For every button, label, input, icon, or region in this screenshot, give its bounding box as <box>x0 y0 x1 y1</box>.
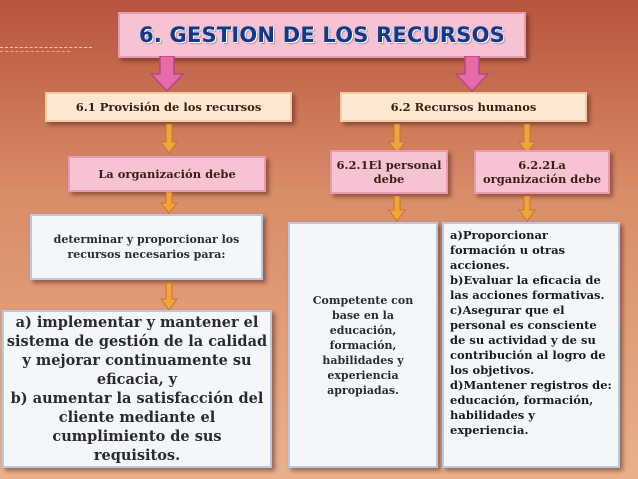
down-arrow-icon <box>160 192 178 214</box>
organization-box-2: 6.2.2La organización debe <box>474 150 610 194</box>
down-arrow-icon <box>518 196 536 222</box>
page-title: 6. GESTION DE LOS RECURSOS <box>139 23 505 47</box>
personal-box: 6.2.1El personal debe <box>330 150 448 194</box>
human-resources-header: 6.2 Recursos humanos <box>340 92 587 122</box>
decorative-dashed-line <box>0 51 70 52</box>
goals-box: a) implementar y mantener el sistema de gestión de la calidad y mejorar continuamente su eficacia, y b) aumentar la satisfacción del cliente mediante el cumplimiento de sus requisitos. <box>2 310 272 468</box>
down-arrow-icon <box>150 56 184 92</box>
down-arrow-icon <box>455 56 489 92</box>
determine-box: determinar y proporcionar los recursos necesarios para: <box>30 214 263 280</box>
competence-box: Competente con base en la educación, formación, habilidades y experiencia apropiadas. <box>288 222 438 468</box>
down-arrow-icon <box>160 283 178 311</box>
provision-header: 6.1 Provisión de los recursos <box>45 92 292 122</box>
decorative-dashed-line <box>0 47 92 48</box>
organization-box: La organización debe <box>68 156 266 192</box>
duties-box: a)Proporcionar formación u otras acciones. b)Evaluar la eficacia de las acciones formativas. c)Asegurar que el personal es consciente de su actividad y de su contribución al logro de los objetivos. d)Mantener registros de: educación, formación, habilidades y experiencia. <box>442 222 620 468</box>
down-arrow-icon <box>160 124 178 154</box>
title-box <box>118 12 526 58</box>
down-arrow-icon <box>388 196 406 222</box>
